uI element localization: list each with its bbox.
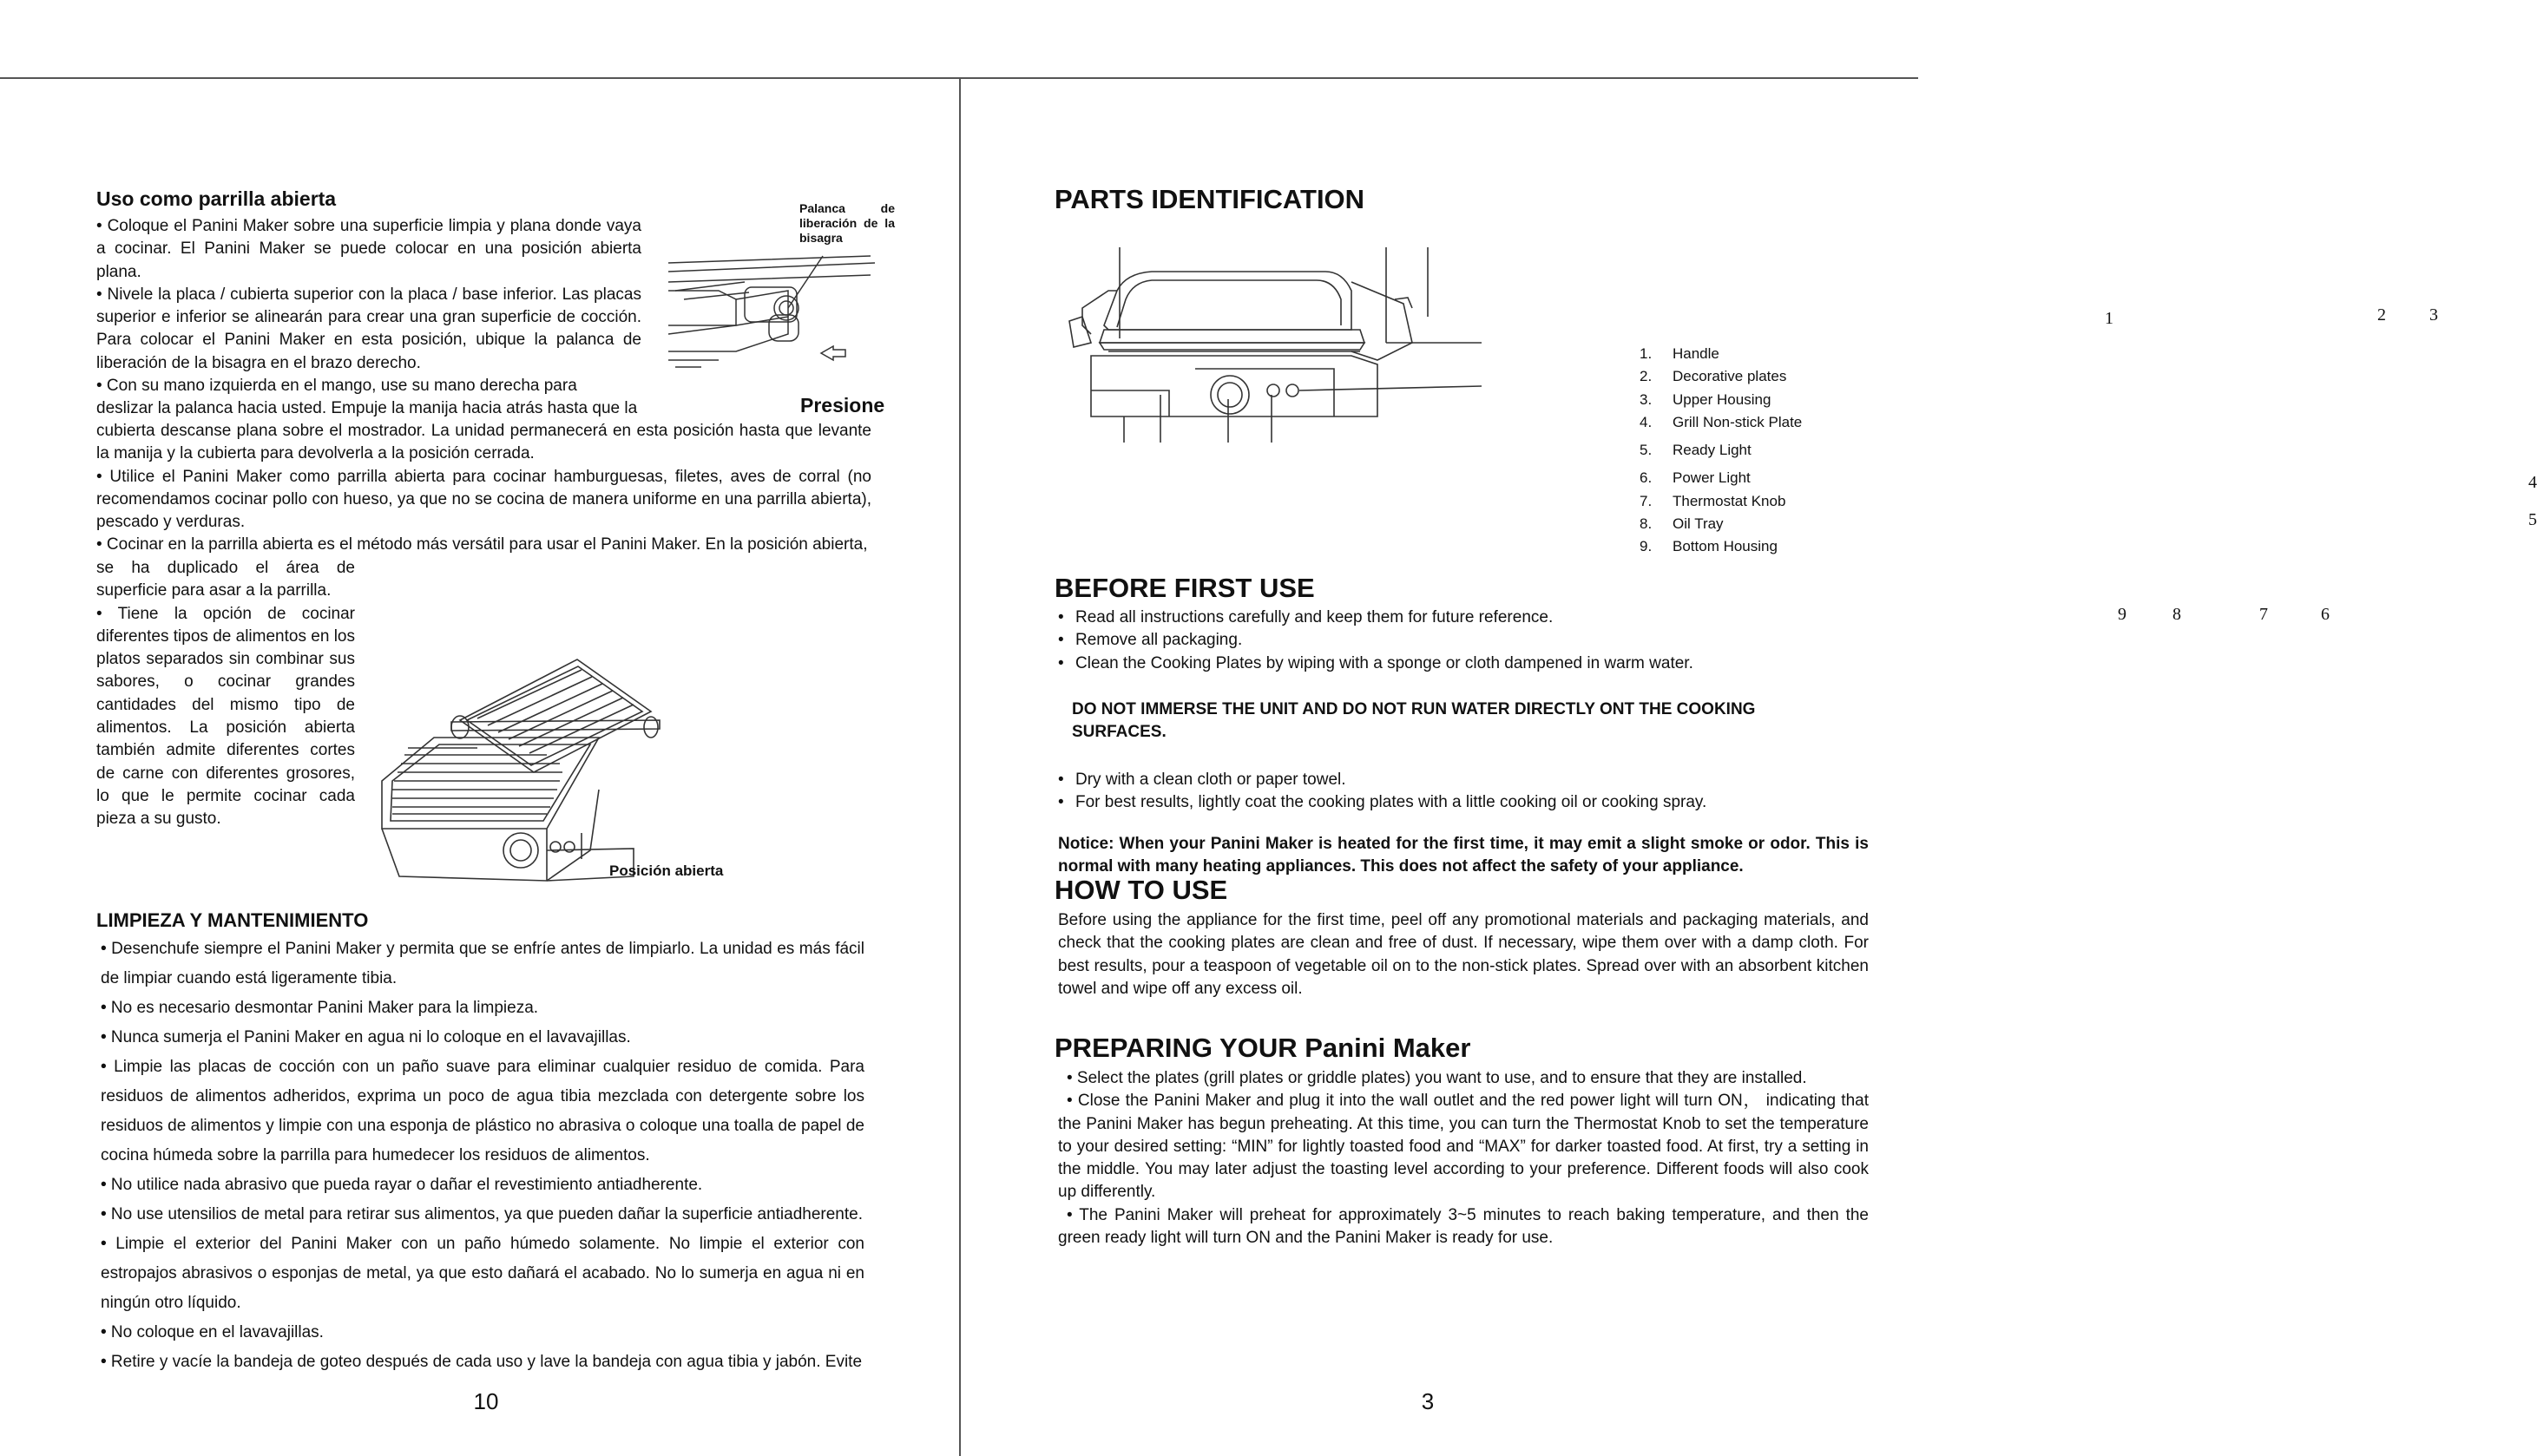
parts-list-item	[1640, 391, 1802, 414]
diagram-number: 6	[2321, 605, 2330, 624]
parts-diagram	[1065, 221, 1534, 456]
list-item-text: • No es necesario desmontar Panini Maker para la limpieza.	[101, 999, 539, 1017]
part-number: 7.	[1640, 492, 1653, 509]
paragraph: cubierta descanse plana sobre el mostrador. La unidad permanecerá en esta posición hasta que levante la manija y la cubierta para devolverla a la posición cerrada.	[96, 422, 871, 463]
list-item	[101, 935, 864, 994]
list-item-text: • No coloque en el lavavajillas.	[101, 1323, 324, 1341]
preparing-text	[1058, 1067, 1869, 1249]
section-title-preparing: PREPARING YOUR Panini Maker	[1055, 1033, 1471, 1063]
parts-list-item	[1640, 442, 1802, 464]
paragraph: • Con su mano izquierda en el mango, use su mano derecha para	[96, 377, 577, 396]
right-page	[961, 78, 2537, 1456]
page-number: 10	[473, 1388, 499, 1414]
diagram-number: 9	[2118, 605, 2126, 624]
diagram-number: 3	[2429, 305, 2438, 325]
parts-list-item	[1640, 515, 1802, 538]
cleaning-list	[101, 935, 864, 1377]
left-page	[0, 78, 959, 1456]
how-to-use-text: Before using the appliance for the first time, peel off any promotional materials and packaging materials, and check that the cooking plates are clean and free of dust. If necessary, wipe them over with a damp cloth. For best results, pour a teaspoon of vegetable oil on to the non-stick plates. Spread over with an absorbent kitchen towel and wipe off any excess oil.	[1058, 911, 1869, 998]
list-item	[101, 1171, 864, 1200]
list-item-text: • No utilice nada abrasivo que pueda rayar o dañar el revestimiento antiadherente.	[101, 1176, 703, 1194]
list-item	[101, 1318, 864, 1348]
part-number: 8.	[1640, 515, 1653, 533]
list-item	[101, 1348, 864, 1377]
part-label: Oil Tray	[1673, 515, 1724, 533]
diagram-number: 4	[2528, 473, 2537, 492]
list-item-text: • Limpie el exterior del Panini Maker con un paño húmedo solamente. No limpie el exterior con estropajos abrasivos o esponjas de metal, ya que esto dañará el acabado. No lo sumerja en agua ni en ningún otro líquido.	[101, 1235, 864, 1312]
list-item	[101, 1230, 864, 1318]
parts-list-item	[1640, 345, 1802, 368]
part-number: 2.	[1640, 368, 1653, 385]
lever-label: Palanca de liberación de la bisagra	[799, 201, 895, 245]
list-item-text: • Nunca sumerja el Panini Maker en agua ni lo coloque en el lavavajillas.	[101, 1028, 631, 1046]
section-title-parts: PARTS IDENTIFICATION	[1055, 184, 1365, 214]
part-number: 3.	[1640, 390, 1653, 408]
list-item-text: Remove all packaging.	[1075, 631, 1243, 650]
part-label: Grill Non-stick Plate	[1673, 413, 1803, 430]
parts-list-item	[1640, 469, 1802, 492]
paragraph: se ha duplicado el área de superficie para asar a la parrilla.	[96, 559, 355, 600]
part-label: Upper Housing	[1673, 390, 1771, 408]
press-label: Presione	[800, 394, 885, 416]
paragraph: • Nivele la placa / cubierta superior con la placa / base inferior. Las placas superior e inferior se alinearán para crear una gran superficie de cocción. Para colocar el Panini Maker en esta posición, ubique la palanca de liberación de la bisagra en el brazo derecho.	[96, 285, 641, 372]
part-label: Ready Light	[1673, 442, 1752, 459]
paragraph: • Utilice el Panini Maker como parrilla abierta para cocinar hamburguesas, filetes, aves de corral (no recomendamos cocinar pollo con hueso, ya que no se cocina de manera uniforme en una parrilla abierta), pescado y verduras.	[96, 467, 871, 532]
page-number: 3	[1421, 1388, 1435, 1414]
part-number: 9.	[1640, 538, 1653, 555]
part-label: Decorative plates	[1673, 368, 1787, 385]
section-title-before-first-use: BEFORE FIRST USE	[1055, 573, 1315, 603]
part-label: Thermostat Knob	[1673, 492, 1786, 509]
paragraph: • Close the Panini Maker and plug it into the wall outlet and the red power light will turn ON， indicating that the Panini Maker has begun preheating. At this time, you can turn the Thermostat Knob to set the temperature to your desired setting: “MIN” for lightly toasted food and “MAX” for darker toasted food. At first, try a setting in the middle. You may later adjust the toasting level according to your preference. Different foods will also cook up differently.	[1058, 1092, 1869, 1202]
parts-list-item	[1640, 368, 1802, 390]
diagram-number: 8	[2172, 605, 2181, 624]
hinge-illustration	[667, 256, 879, 377]
list-item-text: • Retire y vacíe la bandeja de goteo después de cada uso y lave la bandeja con agua tibia y jabón. Evite	[101, 1353, 863, 1371]
diagram-number: 5	[2528, 510, 2537, 529]
list-item-text: Dry with a clean cloth or paper towel.	[1075, 771, 1346, 789]
list-item	[101, 1053, 864, 1171]
list-item	[101, 994, 864, 1023]
section-title-how-to-use: HOW TO USE	[1055, 875, 1228, 905]
part-number: 1.	[1640, 345, 1653, 362]
list-item	[1058, 769, 1891, 791]
open-grill-body	[96, 420, 871, 557]
list-item-text: • No use utensilios de metal para retirar sus alimentos, ya que pueden dañar la superficie antiadherente.	[101, 1205, 863, 1223]
diagram-number: 2	[2377, 305, 2386, 325]
list-item-text: Clean the Cooking Plates by wiping with a sponge or cloth dampened in warm water.	[1075, 653, 1693, 672]
part-label: Bottom Housing	[1673, 538, 1778, 555]
before-use-list	[1058, 607, 1891, 675]
diagram-number: 1	[2105, 309, 2113, 328]
open-grill-side-text	[96, 557, 355, 831]
open-grill-illustration	[373, 651, 668, 898]
list-item	[1058, 653, 1891, 675]
list-item	[101, 1023, 864, 1053]
part-label: Power Light	[1673, 469, 1751, 487]
list-item	[101, 1200, 864, 1230]
list-item	[1058, 607, 1891, 629]
list-item-text: • Desenchufe siempre el Panini Maker y permita que se enfríe antes de limpiarlo. La unidad es más fácil de limpiar cuando está ligeramente tibia.	[101, 940, 864, 987]
paragraph: • Select the plates (grill plates or griddle plates) you want to use, and to ensure that they are installed.	[1067, 1069, 1807, 1087]
section-title-open-grill: Uso como parrilla abierta	[96, 187, 337, 210]
part-number: 4.	[1640, 413, 1653, 430]
list-item	[1058, 629, 1891, 652]
open-grill-intro	[96, 215, 641, 397]
list-item-text: For best results, lightly coat the cooking plates with a little cooking oil or cooking spray.	[1075, 793, 1707, 812]
paragraph: • The Panini Maker will preheat for approximately 3~5 minutes to reach baking temperature, and then the green ready light will turn ON and the Panini Maker is ready for use.	[1058, 1205, 1869, 1248]
parts-list-item	[1640, 493, 1802, 515]
list-item-text: Read all instructions carefully and keep them for future reference.	[1075, 608, 1554, 626]
open-position-caption: Posición abierta	[609, 862, 724, 879]
list-item-text: • Limpie las placas de cocción con un paño suave para eliminar cualquier residuo de comida. Para residuos de alimentos adheridos, exprima un poco de agua tibia mezclada con detergente sobre los residuos de alimentos y limpie con una esponja de plástico no abrasiva o coloque una toalla de papel de cocina húmeda sobre la parrilla para humedecer los residuos de alimentos.	[101, 1058, 864, 1164]
paragraph: • Cocinar en la parrilla abierta es el método más versátil para usar el Panini Maker. En la posición abierta,	[96, 535, 868, 554]
paragraph: • Coloque el Panini Maker sobre una superficie limpia y plana donde vaya a cocinar. El Panini Maker se puede colocar en una posición abierta plana.	[96, 217, 641, 281]
part-number: 5.	[1640, 442, 1653, 459]
list-item	[1058, 791, 1891, 814]
diagram-number: 7	[2259, 605, 2268, 624]
before-use-list-2	[1058, 769, 1891, 815]
parts-list-item	[1640, 538, 1802, 561]
parts-list	[1640, 345, 1802, 561]
part-label: Handle	[1673, 345, 1719, 362]
part-number: 6.	[1640, 469, 1653, 487]
parts-list-item	[1640, 414, 1802, 436]
warning-text: DO NOT IMMERSE THE UNIT AND DO NOT RUN WATER DIRECTLY ONT THE COOKING SURFACES.	[1072, 700, 1756, 742]
paragraph: deslizar la palanca hacia usted. Empuje la manija hacia atrás hasta que la	[96, 399, 638, 417]
section-title-cleaning: LIMPIEZA Y MANTENIMIENTO	[96, 909, 369, 931]
notice-text: Notice: When your Panini Maker is heated for the first time, it may emit a slight smoke or odor. This is normal with many heating appliances. This does not affect the safety of your appliance.	[1058, 835, 1869, 876]
paragraph: • Tiene la opción de cocinar diferentes tipos de alimentos en los platos separados sin combinar sus sabores, o cocinar grandes cantidades del mismo tipo de alimentos. La posición abierta también admite diferentes cortes de carne con diferentes grosores, lo que le permite cocinar cada pieza a su gusto.	[96, 604, 355, 829]
